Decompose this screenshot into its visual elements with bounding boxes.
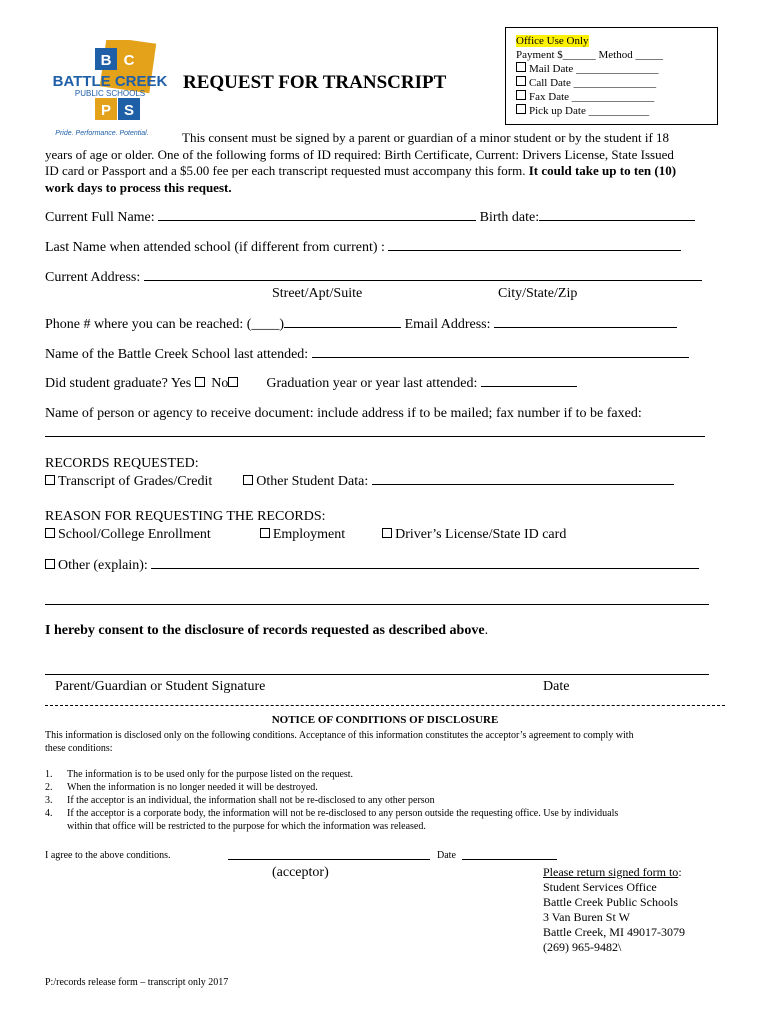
grad-year-field[interactable] — [481, 374, 577, 387]
logo-subname: PUBLIC SCHOOLS — [74, 89, 146, 98]
acceptor-date-field[interactable] — [462, 859, 557, 860]
graduate-yes-checkbox[interactable] — [195, 377, 205, 387]
consent-statement — [45, 622, 488, 639]
records-heading: RECORDS REQUESTED: — [45, 456, 199, 471]
footer-text: P:/records release form – transcript only 2017 — [45, 977, 229, 988]
other-reason-field[interactable] — [151, 556, 699, 569]
signature-label: Parent/Guardian or Student Signature — [55, 679, 266, 694]
last-name-row — [45, 238, 681, 256]
logo-tagline: Pride. Performance. Potential. — [55, 130, 149, 137]
return-line: 3 Van Buren St W — [543, 910, 630, 924]
consent-text: I hereby consent to the disclosure of records requested as described above — [45, 623, 485, 638]
conditions-list — [45, 768, 725, 833]
condition-item — [45, 768, 725, 781]
other-data-label: Other Student Data: — [256, 474, 369, 489]
notice-title: NOTICE OF CONDITIONS OF DISCLOSURE — [271, 714, 499, 726]
transcript-label: Transcript of Grades/Credit — [58, 474, 213, 489]
other-reason-checkbox[interactable] — [45, 559, 55, 569]
grad-year-label: Graduation year or year last attended: — [266, 376, 478, 391]
intro-line-1: This consent must be signed by a parent or guardian of a minor student or by the student if 18 — [182, 130, 670, 145]
email-field[interactable] — [494, 315, 677, 328]
logo-letter-s: S — [123, 102, 135, 119]
fax-checkbox[interactable] — [516, 90, 526, 100]
signature-date-label: Date — [543, 679, 570, 694]
pickup-checkbox[interactable] — [516, 104, 526, 114]
phone-row — [45, 315, 677, 333]
other-data-checkbox[interactable] — [243, 475, 253, 485]
condition-number: 2. — [45, 782, 53, 793]
full-name-field[interactable] — [158, 208, 476, 221]
logo-letter-b: B — [100, 52, 112, 69]
city-caption: City/State/Zip — [498, 286, 578, 301]
address-field[interactable] — [144, 268, 702, 281]
office-pickup: Pick up Date ___________ — [529, 105, 650, 117]
call-checkbox[interactable] — [516, 76, 526, 86]
other-data-field[interactable] — [372, 472, 674, 485]
acceptor-signature-field[interactable] — [228, 859, 430, 860]
return-address — [543, 865, 743, 955]
condition-4-continued: within that office will be restricted to the purpose for which the information was released. — [67, 821, 426, 832]
condition-number: 1. — [45, 769, 53, 780]
condition-text: The information is to be used only for the purpose listed on the request. — [67, 769, 354, 780]
office-use-box — [505, 27, 718, 125]
notice-intro-1: This information is disclosed only on the following conditions. Acceptance of this information constitutes the acceptor’s agreement to comply with — [45, 730, 634, 741]
divider — [45, 705, 725, 706]
phone-label: Phone # where you can be reached: (____) — [45, 317, 285, 332]
consent-period: . — [484, 623, 489, 638]
school-enrollment-checkbox[interactable] — [45, 528, 55, 538]
return-line: Battle Creek, MI 49017-3079 — [543, 925, 685, 939]
school-enrollment-label: School/College Enrollment — [58, 527, 211, 542]
full-name-label: Current Full Name: — [45, 210, 155, 225]
office-fax: Fax Date _______________ — [529, 91, 655, 103]
acceptor-label: (acceptor) — [272, 865, 329, 880]
graduate-no-checkbox[interactable] — [228, 377, 238, 387]
license-checkbox[interactable] — [382, 528, 392, 538]
reason-heading: REASON FOR REQUESTING THE RECORDS: — [45, 509, 326, 524]
last-name-label: Last Name when attended school (if different from current) : — [45, 240, 385, 255]
other-reason-row — [45, 556, 699, 574]
logo-letter-c: C — [123, 52, 135, 69]
graduate-no-label: No — [211, 376, 229, 391]
condition-number: 4. — [45, 808, 53, 819]
intro-line-4: work days to process this request. — [45, 180, 232, 195]
return-line: Battle Creek Public Schools — [543, 895, 678, 909]
address-row — [45, 268, 702, 286]
condition-item — [45, 807, 725, 820]
school-row — [45, 345, 689, 363]
office-mail: Mail Date _______________ — [529, 63, 659, 75]
logo-name: BATTLE CREEK — [52, 73, 168, 90]
full-name-row — [45, 208, 695, 226]
reason-row — [45, 526, 566, 543]
acceptor-date-label: Date — [437, 850, 456, 861]
birth-date-label: Birth date: — [479, 210, 540, 225]
page-title: REQUEST FOR TRANSCRIPT — [183, 72, 447, 93]
school-field[interactable] — [312, 345, 689, 358]
logo-letter-p: P — [100, 102, 112, 119]
recipient-label: Name of person or agency to receive document: include address if to be mailed; fax number if to be faxed: — [45, 406, 642, 421]
return-heading: Please return signed form to — [543, 865, 679, 879]
office-use-heading: Office Use Only — [516, 35, 589, 47]
mail-checkbox[interactable] — [516, 62, 526, 72]
condition-number: 3. — [45, 795, 53, 806]
other-reason-field-2[interactable] — [45, 604, 709, 605]
office-payment: Payment $______ Method _____ — [516, 49, 663, 61]
records-row — [45, 472, 674, 490]
recipient-field[interactable] — [45, 436, 705, 437]
intro-line-2: years of age or older. One of the following forms of ID required: Birth Certificate, Current: Drivers License, State Issued — [45, 147, 674, 162]
intro-line-3 — [45, 163, 676, 179]
license-label: Driver’s License/State ID card — [395, 527, 567, 542]
graduate-row — [45, 374, 577, 392]
email-label: Email Address: — [404, 317, 491, 332]
condition-item — [45, 781, 725, 794]
last-name-field[interactable] — [388, 238, 681, 251]
return-colon: : — [678, 865, 682, 879]
phone-field[interactable] — [284, 315, 401, 328]
logo-emblem — [50, 40, 180, 140]
school-label: Name of the Battle Creek School last attended: — [45, 347, 309, 362]
graduate-label: Did student graduate? Yes — [45, 376, 192, 391]
condition-item — [45, 794, 725, 807]
address-label: Current Address: — [45, 270, 141, 285]
condition-text: If the acceptor is a corporate body, the information will not be re-disclosed to any person outside the requesting office. Use by individuals — [67, 808, 619, 819]
employment-checkbox[interactable] — [260, 528, 270, 538]
other-reason-label: Other (explain): — [58, 558, 148, 573]
return-line: Student Services Office — [543, 880, 657, 894]
employment-label: Employment — [272, 527, 346, 542]
street-caption: Street/Apt/Suite — [272, 286, 363, 301]
notice-intro-2: these conditions: — [45, 743, 113, 754]
condition-text: If the acceptor is an individual, the information shall not be re-disclosed to any other person — [67, 795, 435, 806]
condition-text: When the information is no longer needed it will be destroyed. — [67, 782, 318, 793]
district-logo — [50, 40, 180, 140]
transcript-checkbox[interactable] — [45, 475, 55, 485]
return-line: (269) 965-9482\ — [543, 940, 622, 954]
office-call: Call Date _______________ — [529, 77, 657, 89]
intro-fee-text: ID card or Passport and a $5.00 fee per each transcript requested must accompany this form. — [45, 163, 529, 178]
agree-label: I agree to the above conditions. — [45, 850, 171, 861]
birth-date-field[interactable] — [539, 208, 695, 221]
signature-field[interactable] — [45, 674, 709, 675]
intro-processing-time: It could take up to ten (10) — [528, 163, 677, 178]
